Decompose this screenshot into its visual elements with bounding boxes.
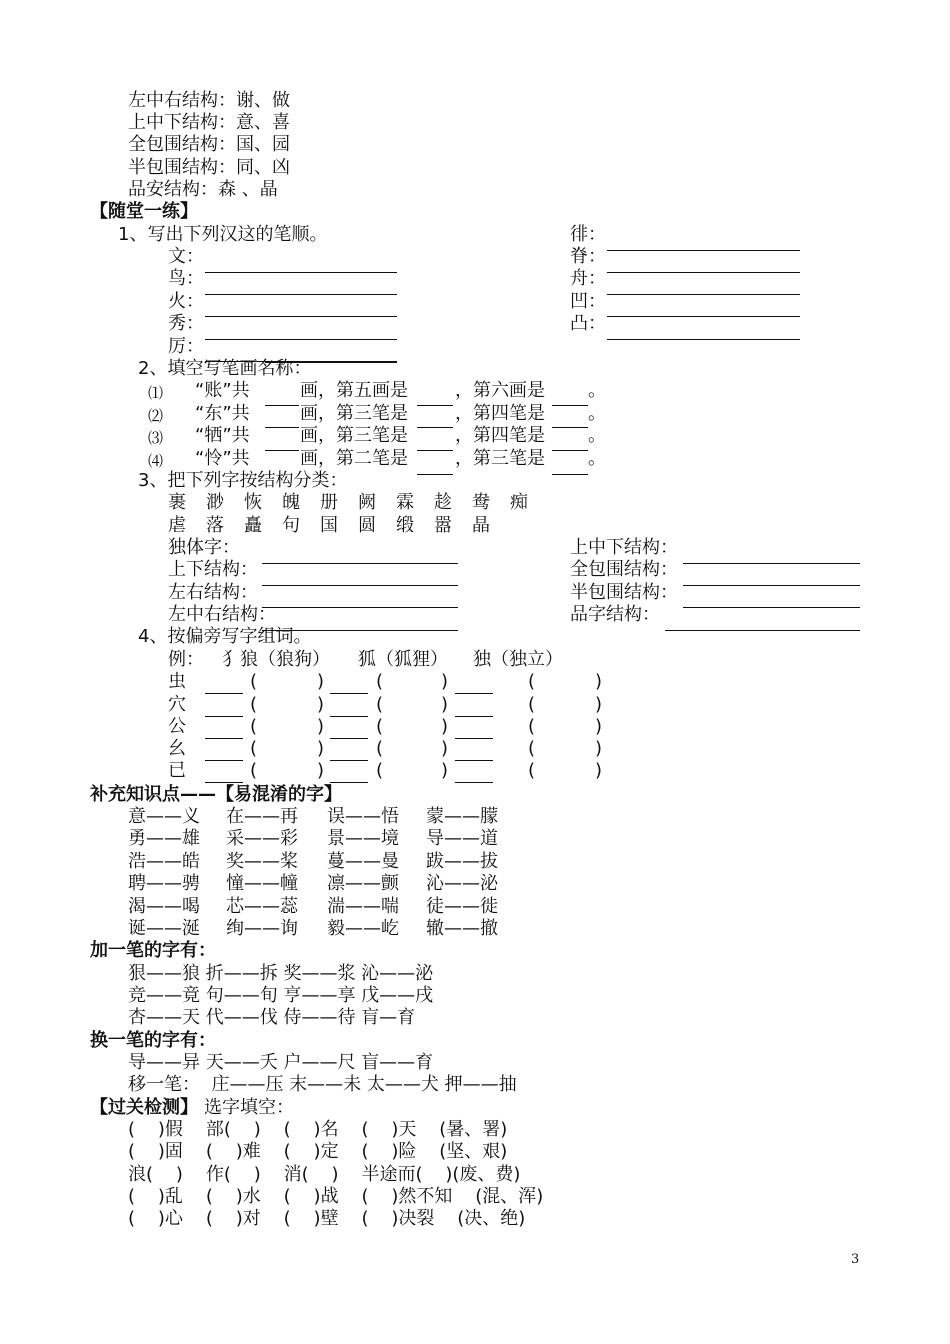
confusable-pair: 芯——蕊 <box>226 895 298 917</box>
q1-left-blank-1[interactable] <box>205 272 397 273</box>
q4-paren-open: ( <box>250 694 258 715</box>
q3-left-4: 左中右结构： <box>168 604 276 625</box>
q3-char: 痴 <box>510 492 528 513</box>
q4-blank[interactable] <box>330 760 368 761</box>
q4-paren-close: ) <box>595 671 603 692</box>
q3-char: 册 <box>320 492 338 513</box>
q4-blank[interactable] <box>330 716 368 717</box>
q2-row3-blank-2[interactable] <box>552 427 588 428</box>
q3-right-1: 上中下结构： <box>570 537 678 558</box>
q4-paren-open: ( <box>528 738 536 759</box>
q4-paren-open: ( <box>528 760 536 781</box>
supplement-heading: 补充知识点——【易混淆的字】 <box>90 784 342 805</box>
confusable-pair: 跋——拔 <box>426 850 498 872</box>
q4-paren-open: ( <box>376 760 384 781</box>
q3-char: 落 <box>206 515 224 536</box>
change-stroke-row: 移一笔： 庄——压 末——未 太——犬 押——抽 <box>128 1074 517 1095</box>
confusable-pair: 渴——喝 <box>128 895 200 917</box>
q3-char: 圆 <box>358 515 376 536</box>
q3-char: 恢 <box>244 492 262 513</box>
confusable-pair: 误——悟 <box>327 806 399 827</box>
confusable-pair: 蔓——曼 <box>327 850 399 872</box>
q4-example-label: 例： <box>168 649 204 670</box>
q3-char: 国 <box>320 515 338 536</box>
q1-left-4: 秀： <box>168 313 204 334</box>
q4-radical: 虫 <box>168 671 186 692</box>
confusable-pair: 毅——屹 <box>327 918 399 939</box>
q2-row2-blank-2[interactable] <box>552 405 588 406</box>
q1-left-blank-4[interactable] <box>205 339 397 340</box>
q2-row3-blank-1[interactable] <box>417 427 453 428</box>
q4-title: 4、按偏旁写字组词。 <box>138 626 312 647</box>
q3-char: 嚣 <box>434 515 452 536</box>
q2-row3-c: ，第四笔是 <box>455 425 545 446</box>
q4-paren-close: ) <box>317 694 325 715</box>
structure-line-4: 半包围结构：同、凶 <box>128 157 290 178</box>
test-heading: 【过关检测】 <box>90 1097 198 1118</box>
q4-paren-open: ( <box>528 671 536 692</box>
q4-paren-open: ( <box>250 738 258 759</box>
q3-left-2: 上下结构： <box>168 559 258 580</box>
q2-row1-num: ⑴ <box>148 384 164 402</box>
q2-row1-c: ，第六画是 <box>455 380 545 401</box>
add-stroke-row: 狠——狼 折——拆 奖——浆 沁——泌 <box>128 963 434 984</box>
q1-right-4: 凹： <box>570 291 606 312</box>
q4-paren-open: ( <box>528 716 536 737</box>
q4-paren-close: ) <box>441 694 449 715</box>
q4-blank[interactable] <box>330 693 368 694</box>
q2-row3-b: 画，第三笔是 <box>300 425 408 446</box>
q3-right-blank-4[interactable] <box>665 630 860 631</box>
q4-blank[interactable] <box>455 760 493 761</box>
q3-char: 渺 <box>206 492 224 513</box>
q3-char: 晶 <box>472 515 490 536</box>
q2-row4-blank-count[interactable] <box>265 450 299 451</box>
q2-row2-c: ，第四笔是 <box>455 403 545 424</box>
q4-radical: 已 <box>168 760 186 781</box>
q3-left-blank-2[interactable] <box>262 585 458 586</box>
test-row: ( )固 ( )难 ( )定 ( )险 (坚、艰) <box>128 1141 508 1162</box>
q3-char: 趁 <box>434 492 452 513</box>
q1-right-1: 徘： <box>570 224 606 245</box>
q1-right-blank-2[interactable] <box>607 272 800 273</box>
q3-left-3: 左右结构： <box>168 582 258 603</box>
q2-row4-num: ⑷ <box>148 452 164 470</box>
q4-paren-close: ) <box>317 671 325 692</box>
confusable-pair: 徒——徙 <box>426 895 498 917</box>
q1-left-3: 火： <box>168 291 204 312</box>
q4-blank[interactable] <box>205 760 243 761</box>
q4-blank[interactable] <box>205 693 243 694</box>
q2-row2-num: ⑵ <box>148 407 164 425</box>
q4-blank[interactable] <box>205 782 243 783</box>
q4-paren-close: ) <box>317 738 325 759</box>
q1-title: 1、写出下列汉这的笔顺。 <box>118 224 328 245</box>
q3-left-blank-3[interactable] <box>262 607 458 608</box>
q4-blank[interactable] <box>330 782 368 783</box>
q4-blank[interactable] <box>205 716 243 717</box>
confusable-pair: 导——道 <box>426 828 498 850</box>
q4-paren-close: ) <box>441 716 449 737</box>
q1-right-blank-1[interactable] <box>607 250 800 251</box>
q2-row3-a: “牺”共 <box>195 425 250 446</box>
q2-row4-d: 。 <box>588 448 606 469</box>
confusable-pair: 意——义 <box>128 806 200 827</box>
q4-blank[interactable] <box>330 738 368 739</box>
practice-heading: 【随堂一练】 <box>90 201 198 222</box>
q2-row3-d: 。 <box>588 425 606 446</box>
q3-char: 裹 <box>168 492 186 513</box>
q2-row3-blank-count[interactable] <box>265 427 299 428</box>
q3-char: 阙 <box>358 492 376 513</box>
q3-right-3: 半包围结构： <box>570 582 678 603</box>
q3-char: 缎 <box>396 515 414 536</box>
q1-right-blank-4[interactable] <box>607 316 800 317</box>
q3-right-2: 全包围结构： <box>570 559 678 580</box>
q4-paren-close: ) <box>441 760 449 781</box>
q4-paren-close: ) <box>317 760 325 781</box>
confusable-pair: 凛——颤 <box>327 873 399 895</box>
q4-paren-open: ( <box>528 694 536 715</box>
q4-paren-close: ) <box>441 671 449 692</box>
q1-left-5: 厉： <box>168 336 204 357</box>
q3-right-blank-1[interactable] <box>683 563 860 564</box>
q4-example-3: 独（独立） <box>473 649 563 670</box>
q2-row4-a: “怜”共 <box>195 448 250 469</box>
q2-row4-b: 画，第二笔是 <box>300 448 408 469</box>
q2-row2-blank-count[interactable] <box>265 405 299 406</box>
test-instruction: 选字填空： <box>204 1097 294 1118</box>
q4-example-2: 狐（狐狸） <box>358 649 448 670</box>
structure-line-1: 左中右结构：谢、做 <box>128 90 290 111</box>
q4-paren-open: ( <box>250 760 258 781</box>
q3-title: 3、把下列字按结构分类： <box>138 470 348 491</box>
confusable-pair: 景——境 <box>327 828 399 850</box>
q4-blank[interactable] <box>455 782 493 783</box>
change-stroke-heading: 换一笔的字有： <box>90 1030 216 1051</box>
q1-left-1: 文： <box>168 246 204 267</box>
q4-blank[interactable] <box>455 716 493 717</box>
q1-right-3: 舟： <box>570 268 606 289</box>
structure-line-5: 品安结构：森 、晶 <box>128 179 278 200</box>
confusable-pair: 在——再 <box>226 806 298 827</box>
q4-radical: 穴 <box>168 694 186 715</box>
q4-paren-close: ) <box>441 738 449 759</box>
page-number: 3 <box>851 1252 860 1267</box>
q4-paren-open: ( <box>376 738 384 759</box>
q2-row2-b: 画，第三笔是 <box>300 403 408 424</box>
q3-right-blank-2[interactable] <box>683 585 860 586</box>
confusable-pair: 沁——泌 <box>426 873 498 895</box>
confusable-pair: 诞——涎 <box>128 918 200 939</box>
q3-left-1: 独体字： <box>168 537 240 558</box>
confusable-pair: 蒙——朦 <box>426 806 498 827</box>
q4-paren-open: ( <box>376 716 384 737</box>
structure-line-2: 上中下结构：意、喜 <box>128 112 290 133</box>
q1-right-2: 脊： <box>570 246 606 267</box>
confusable-pair: 辙——撤 <box>426 918 498 939</box>
q2-row4-blank-4[interactable] <box>552 474 588 475</box>
confusable-pair: 憧——幢 <box>226 873 298 895</box>
q2-row2-a: “东”共 <box>195 403 250 424</box>
q1-left-2: 鸟： <box>168 268 204 289</box>
add-stroke-heading: 加一笔的字有： <box>90 940 216 961</box>
q1-left-blank-2[interactable] <box>205 294 397 295</box>
q2-row2-blank-1[interactable] <box>417 405 453 406</box>
q4-example-1: 犭狼（狼狗） <box>222 649 330 670</box>
q2-row2-d: 。 <box>588 403 606 424</box>
add-stroke-row: 竞——竟 句——旬 亨——享 戊——戌 <box>128 985 434 1006</box>
confusable-pair: 绚——询 <box>226 918 298 939</box>
q1-right-blank-5[interactable] <box>607 339 800 340</box>
q3-right-4: 品字结构： <box>570 604 660 625</box>
confusable-pair: 勇——雄 <box>128 828 200 850</box>
q2-row1-d: 。 <box>588 380 606 401</box>
q3-right-blank-3[interactable] <box>683 607 860 608</box>
confusable-pair: 浩——皓 <box>128 850 200 872</box>
change-stroke-row: 导——异 天——夭 户——尺 盲——育 <box>128 1052 434 1073</box>
q2-row3-num: ⑶ <box>148 429 164 447</box>
q2-row4-c: ，第三笔是 <box>455 448 545 469</box>
q4-paren-close: ) <box>595 694 603 715</box>
q3-char: 霖 <box>396 492 414 513</box>
q2-row1-b: 画，第五画是 <box>300 380 408 401</box>
q3-char: 句 <box>282 515 300 536</box>
q2-row1-a: “账”共 <box>195 380 250 401</box>
q3-char: 虐 <box>168 515 186 536</box>
q4-blank[interactable] <box>205 738 243 739</box>
test-row: ( )心 ( )对 ( )壁 ( )决裂 (决、绝) <box>128 1208 526 1229</box>
q4-blank[interactable] <box>455 693 493 694</box>
q2-row4-blank-1[interactable] <box>417 450 453 451</box>
q3-char: 矗 <box>244 515 262 536</box>
q3-left-blank-1[interactable] <box>262 563 458 564</box>
q2-row4-blank-2[interactable] <box>552 450 588 451</box>
confusable-pair: 奖——桨 <box>226 850 298 872</box>
q4-paren-close: ) <box>595 738 603 759</box>
q4-paren-open: ( <box>250 716 258 737</box>
test-row: 浪( ) 作( ) 消( ) 半途而( )(废、费) <box>128 1164 521 1185</box>
q1-left-blank-3[interactable] <box>205 316 397 317</box>
add-stroke-row: 杏——天 代——伐 侍——待 肓—育 <box>128 1007 416 1028</box>
q4-paren-close: ) <box>595 760 603 781</box>
q4-paren-open: ( <box>376 694 384 715</box>
test-row: ( )假 部( ) ( )名 ( )天 (暑、署) <box>128 1119 508 1140</box>
q3-char: 魄 <box>282 492 300 513</box>
q4-paren-open: ( <box>376 671 384 692</box>
q4-radical: 公 <box>168 716 186 737</box>
confusable-pair: 采——彩 <box>226 828 298 850</box>
q4-paren-close: ) <box>595 716 603 737</box>
confusable-pair: 湍——喘 <box>327 895 399 917</box>
q4-radical: 幺 <box>168 738 186 759</box>
q2-row4-blank-3[interactable] <box>417 474 453 475</box>
q3-char: 鸯 <box>472 492 490 513</box>
q4-paren-open: ( <box>250 671 258 692</box>
q1-right-5: 凸： <box>570 313 606 334</box>
q1-right-blank-3[interactable] <box>607 294 800 295</box>
q2-title: 2、填空写笔画名称： <box>138 358 312 379</box>
structure-line-3: 全包围结构：国、园 <box>128 134 290 155</box>
q4-paren-close: ) <box>317 716 325 737</box>
q4-blank[interactable] <box>455 738 493 739</box>
q2-row1-blank-count[interactable] <box>265 362 397 363</box>
test-row: ( )乱 ( )水 ( )战 ( )然不知 (混、浑) <box>128 1186 544 1207</box>
confusable-pair: 聘——骋 <box>128 873 200 895</box>
